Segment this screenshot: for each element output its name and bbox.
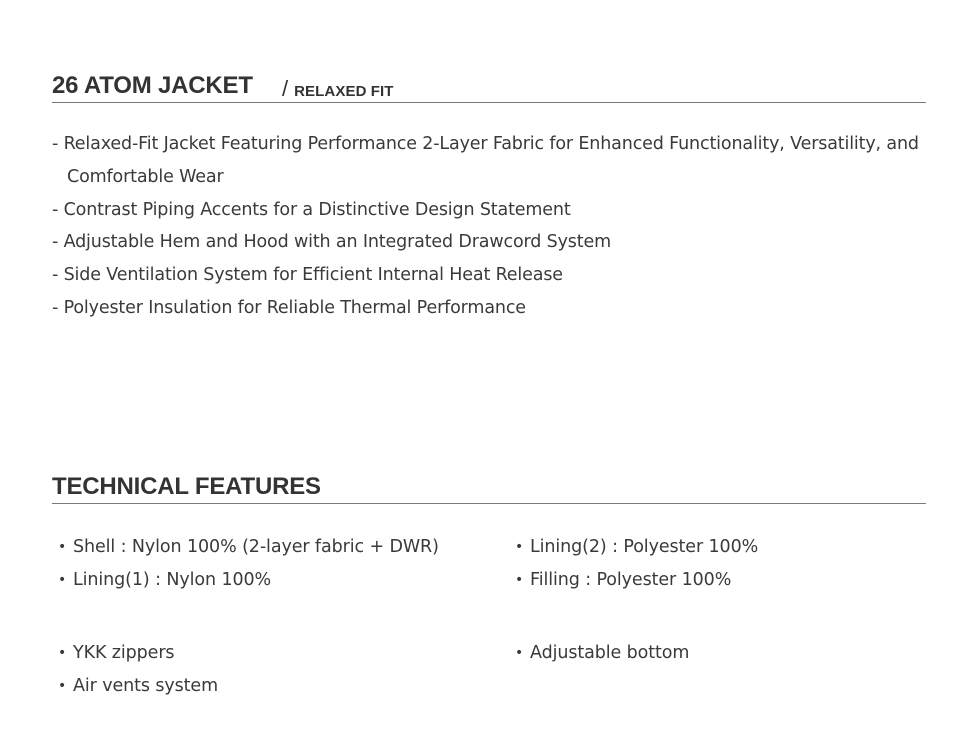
bullet-icon: • <box>58 571 67 588</box>
materials-left-column <box>58 531 439 597</box>
materials-right-column <box>515 531 758 597</box>
feature-item <box>515 564 758 597</box>
description-item: - Relaxed-Fit Jacket Featuring Performance 2-Layer Fabric for Enhanced Functionality, Versatility, and Comfortable Wear <box>52 134 919 187</box>
feature-item <box>58 531 439 564</box>
product-fit-label <box>282 76 394 102</box>
feature-item <box>58 637 218 670</box>
bullet-icon: • <box>58 539 67 555</box>
feature-item <box>515 637 689 670</box>
product-section <box>52 70 926 318</box>
bullet-icon: • <box>515 571 524 588</box>
product-heading <box>52 70 926 103</box>
feature-text: Adjustable bottom <box>530 643 690 663</box>
features-right-column <box>515 637 689 670</box>
feature-text: Air vents system <box>73 675 219 696</box>
product-description-list <box>52 128 926 325</box>
feature-item <box>58 670 218 703</box>
feature-text: Lining(1) : Nylon 100% <box>73 569 272 590</box>
features-left-column <box>58 637 218 703</box>
fit-text: RELAXED FIT <box>294 83 394 100</box>
fit-separator: / <box>282 76 289 101</box>
description-item: - Adjustable Hem and Hood with an Integrated Drawcord System <box>52 232 611 253</box>
feature-text: Shell : Nylon 100% (2-layer fabric + DWR) <box>73 537 439 557</box>
bullet-icon: • <box>515 645 524 661</box>
technical-heading <box>52 471 926 504</box>
product-title: 26 ATOM JACKET <box>52 72 253 99</box>
technical-features-section <box>52 471 926 696</box>
bullet-icon: • <box>515 539 524 555</box>
feature-item <box>58 564 439 597</box>
feature-text: Filling : Polyester 100% <box>530 569 732 590</box>
bullet-icon: • <box>58 677 67 694</box>
description-item: - Side Ventilation System for Efficient Internal Heat Release <box>52 265 563 286</box>
description-item: - Polyester Insulation for Reliable Thermal Performance <box>52 297 526 318</box>
bullet-icon: • <box>58 645 67 661</box>
technical-title: TECHNICAL FEATURES <box>52 473 321 500</box>
feature-item <box>515 531 758 564</box>
feature-text: YKK zippers <box>73 643 175 663</box>
description-item: - Contrast Piping Accents for a Distinctive Design Statement <box>52 199 571 220</box>
feature-text: Lining(2) : Polyester 100% <box>530 537 759 557</box>
